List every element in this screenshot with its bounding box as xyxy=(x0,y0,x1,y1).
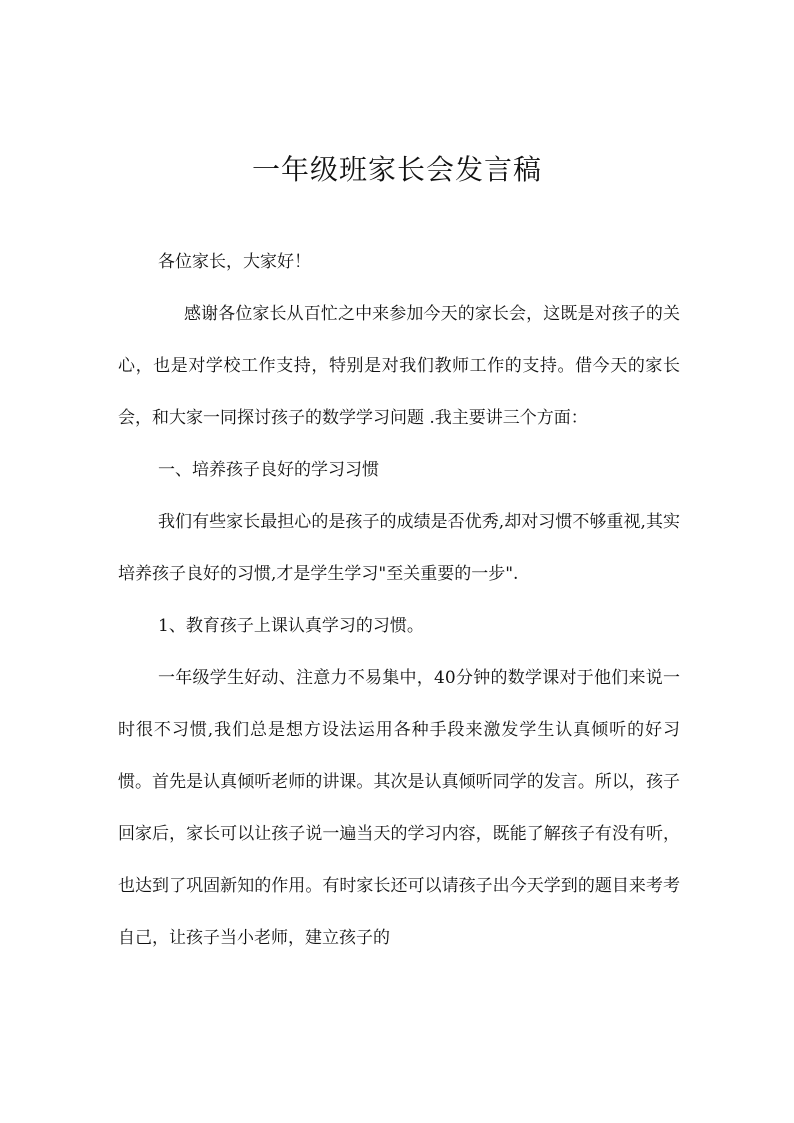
document-title: 一年级班家长会发言稿 xyxy=(251,153,542,186)
subsection-heading-1: 1、教育孩子上课认真学习的习惯。 xyxy=(158,616,424,636)
greeting-paragraph: 各位家长，大家好！ xyxy=(158,252,311,272)
document-body xyxy=(118,236,680,964)
habit-paragraph: 我们有些家长最担心的是孩子的成绩是否优秀,却对习惯不够重视,其实培养孩子良好的习惯,才是学生学习"至关重要的一步". xyxy=(118,512,680,584)
intro-paragraph: 感谢各位家长从百忙之中来参加今天的家长会，这既是对孩子的关心，也是对学校工作支持，特别是对我们教师工作的支持。借今天的家长会，和大家一同探讨孩子的数学学习问题 .我主要讲三个方面： xyxy=(118,304,680,428)
section-heading-1: 一、培养孩子良好的学习习惯 xyxy=(158,460,379,480)
class-habit-paragraph: 一年级学生好动、注意力不易集中，40分钟的数学课对于他们来说一时很不习惯,我们总是想方设法运用各种手段来激发学生认真倾听的好习惯。首先是认真倾听老师的讲课。其次是认真倾听同学的发言。所以，孩子回家后，家长可以让孩子说一遍当天的学习内容，既能了解孩子有没有听，也达到了巩固新知的作用。有时家长还可以请孩子出今天学到的题目来考考自己，让孩子当小老师，建立孩子的 xyxy=(118,668,680,948)
